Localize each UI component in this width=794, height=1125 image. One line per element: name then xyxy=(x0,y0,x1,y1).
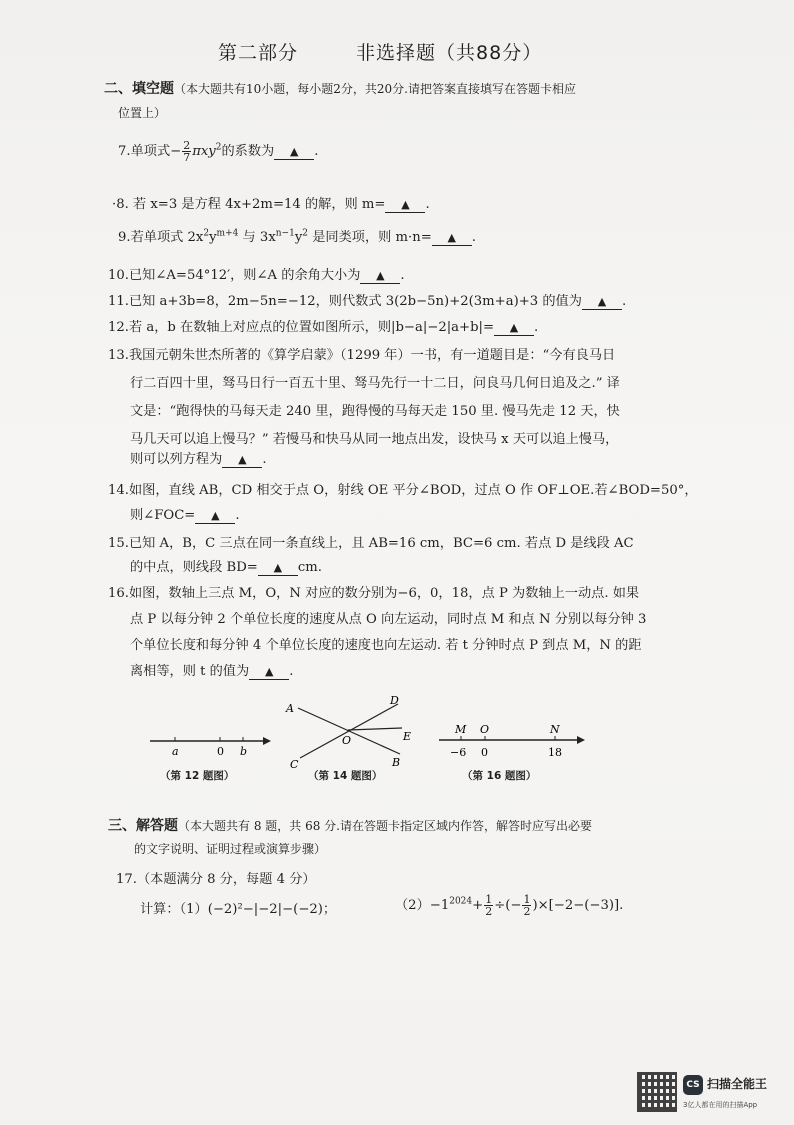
q12-answer-blank: ▲ xyxy=(494,320,534,336)
q16-line4: 离相等，则 t 的值为 ▲ . xyxy=(130,664,294,679)
section2-note-cont: 位置上） xyxy=(118,106,167,120)
fig16-value-0: 0 xyxy=(481,746,488,759)
q7-text: 7.单项式− xyxy=(118,144,182,159)
q14-line2: 则∠FOC= ▲ . xyxy=(130,508,240,523)
fig12-label-b: b xyxy=(240,745,248,758)
q10-answer-blank: ▲ xyxy=(360,268,400,284)
figure-14-intersecting-lines xyxy=(280,692,420,770)
fig16-value-18: 18 xyxy=(548,746,562,759)
q13-line3: 文是：“跑得快的马每天走 240 里，跑得慢的马每天走 150 里. 慢马先走 12 天，快 xyxy=(130,404,620,419)
section2-heading: 二、填空题 xyxy=(104,81,174,97)
fig14-label-A: A xyxy=(286,702,294,715)
q7-answer-blank: ▲ xyxy=(274,144,314,160)
fig12-arrow xyxy=(263,737,271,745)
q15-line2: 的中点，则线段 BD= ▲ cm. xyxy=(130,560,322,575)
camscanner-logo-icon: CS xyxy=(683,1075,703,1095)
q16-line3: 个单位长度和每分钟 4 个单位长度的速度也向左运动. 若 t 分钟时点 P 到点 M，N 的距 xyxy=(130,638,642,653)
q15-answer-blank: ▲ xyxy=(258,560,298,576)
question-10: 10.已知∠A=54°12′，则∠A 的余角大小为 ▲ . xyxy=(108,268,405,283)
fig16-caption: （第 16 题图） xyxy=(462,770,537,782)
q14-line1: 14.如图，直线 AB，CD 相交于点 O，射线 OE 平分∠BOD，过点 O 作 OF⊥OE.若∠BOD=50°， xyxy=(108,483,698,498)
section3-heading: 三、解答题 xyxy=(108,818,178,834)
q13-line1: 13.我国元朝朱世杰所著的《算学启蒙》（1299 年）一书，有一道题目是：“今有良马日 xyxy=(108,348,616,363)
q13-line2: 行二百四十里，驽马日行一百五十里、驽马先行一十二日，问良马几何日追及之.” 译 xyxy=(130,376,620,391)
q13-line5: 则可以列方程为 ▲ . xyxy=(130,452,267,467)
fig14-label-D: D xyxy=(390,694,399,707)
fig16-label-O: O xyxy=(480,723,490,736)
q8-answer-blank: ▲ xyxy=(385,197,425,213)
q8-text: ·8. 若 x=3 是方程 4x+2m=14 的解，则 m= xyxy=(112,197,386,212)
section2-heading-line xyxy=(104,78,576,98)
question-9: 9.若单项式 $2x^2y^{m+4}$ 与 $3x^{n-1}y^2$ 是同类项，则 m·n= ▲ . xyxy=(118,228,476,245)
question-7: 7.单项式− $\frac{2}{7}$ πxy$^2$的系数为 ▲ . xyxy=(118,139,319,164)
fig14-label-O: O xyxy=(342,734,352,747)
part-subtitle: 非选择题（共88分） xyxy=(356,42,543,64)
q17-heading: 17.（本题满分 8 分，每题 4 分） xyxy=(116,872,316,887)
qr-code-icon xyxy=(637,1072,677,1112)
question-11: 11.已知 a+3b=8，2m−5n=−12，则代数式 3(2b−5n)+2(3m+a)+3 的值为 ▲ . xyxy=(108,294,627,309)
q7-term: πxy xyxy=(192,144,216,159)
fig14-line-CD xyxy=(300,704,398,758)
scanner-watermark xyxy=(637,1072,787,1118)
q11-answer-blank: ▲ xyxy=(582,294,622,310)
q17-part1: 计算：（1）(−2)²−|−2|−(−2)； xyxy=(140,902,337,917)
fig16-value-m6: −6 xyxy=(450,746,467,759)
q14-answer-blank: ▲ xyxy=(195,508,235,524)
fig14-label-B: B xyxy=(392,756,401,769)
fig14-label-E: E xyxy=(403,730,412,743)
q16-line1: 16.如图，数轴上三点 M，O，N 对应的数分别为−6，0，18，点 P 为数轴上一动点. 如果 xyxy=(108,586,640,601)
question-12: 12.若 a，b 在数轴上对应点的位置如图所示，则|b−a|−2|a+b|= ▲ . xyxy=(108,320,539,335)
fig16-arrow xyxy=(577,736,585,744)
q7-fraction: $\frac{2}{7}$ xyxy=(183,139,191,164)
part-label: 第二部分 xyxy=(218,42,299,64)
figure-16-number-line xyxy=(435,722,590,770)
fig14-ray-OE xyxy=(348,728,402,730)
fig16-label-M: M xyxy=(455,723,467,736)
fig12-label-a: a xyxy=(172,745,179,758)
section3-heading-line xyxy=(108,815,592,835)
section2-note: （本大题共有10小题，每小题2分，共20分.请把答案直接填写在答题卡相应 xyxy=(174,82,576,96)
q13-answer-blank: ▲ xyxy=(222,452,262,468)
section3-note-cont: 的文字说明、证明过程或演算步骤） xyxy=(134,842,327,856)
question-8: ·8. 若 x=3 是方程 4x+2m=14 的解，则 m= ▲ . xyxy=(112,197,430,212)
fig12-label-0: 0 xyxy=(217,745,224,758)
q9-answer-blank: ▲ xyxy=(432,230,472,246)
fig14-caption: （第 14 题图） xyxy=(308,770,383,782)
q15-line1: 15.已知 A，B，C 三点在同一条直线上，且 AB=16 cm，BC=6 cm. 若点 D 是线段 AC xyxy=(108,536,634,551)
q16-line2: 点 P 以每分钟 2 个单位长度的速度从点 O 向左运动，同时点 M 和点 N 分别以每分钟 3 xyxy=(130,612,647,627)
scanner-brand-slogan: 3亿人都在用的扫描App xyxy=(683,1101,758,1109)
fig16-label-N: N xyxy=(550,723,560,736)
fig14-label-C: C xyxy=(290,758,299,770)
section3-note: （本大题共有 8 题，共 68 分.请在答题卡指定区域内作答，解答时应写出必要 xyxy=(178,819,592,833)
fig12-caption: （第 12 题图） xyxy=(160,770,235,782)
q16-answer-blank: ▲ xyxy=(249,664,289,680)
q13-line4: 马几天可以追上慢马？” 若慢马和快马从同一地点出发，设快马 x 天可以追上慢马， xyxy=(130,432,619,447)
part-title xyxy=(218,38,542,65)
scanner-brand-name: 扫描全能王 xyxy=(707,1077,768,1091)
q17-part2: $(2)-1^{2024}+$ $\frac{1}{2}$ ÷(− $\frac{1}{2}$ )×[−2−(−3)]. xyxy=(395,893,624,918)
